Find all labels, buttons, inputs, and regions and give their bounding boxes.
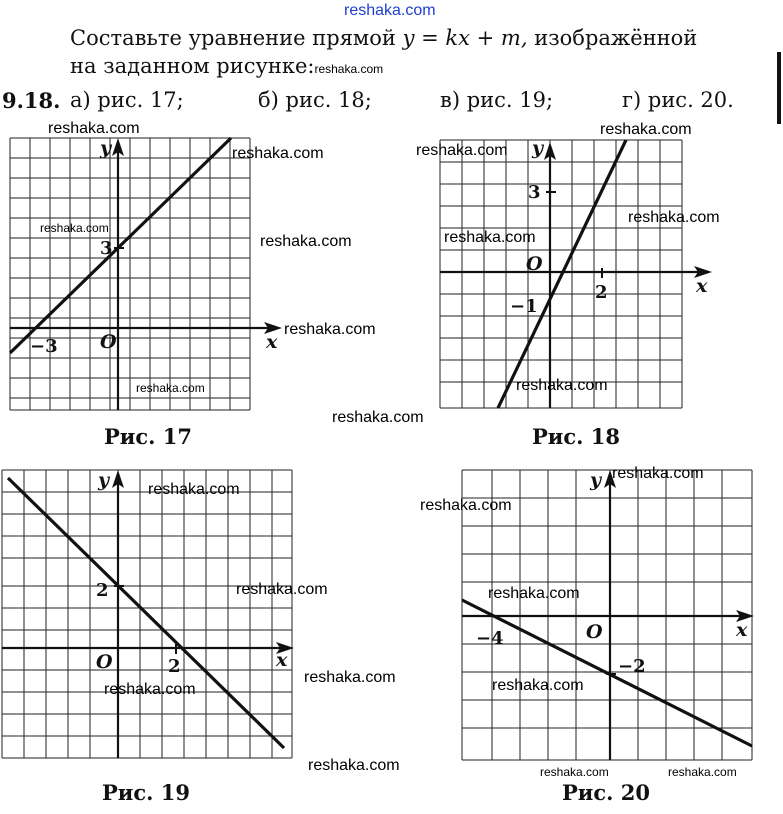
x-label-17: x	[266, 331, 278, 353]
tick-label-20-xm4: −4	[476, 628, 504, 649]
watermark: reshaka.com	[284, 321, 376, 338]
watermark: reshaka.com	[600, 121, 692, 138]
task-text-tail: изображённой	[534, 26, 698, 50]
watermark: reshaka.com	[314, 62, 384, 76]
watermark: reshaka.com	[492, 677, 584, 694]
watermark: reshaka.com	[260, 233, 352, 250]
x-label-20: x	[736, 619, 748, 641]
watermark: reshaka.com	[612, 465, 704, 482]
watermark: reshaka.com	[332, 409, 424, 426]
figure-19	[0, 466, 300, 766]
watermark: reshaka.com	[232, 145, 324, 162]
caption-17: Рис. 17	[104, 424, 192, 449]
graph-line-18	[498, 140, 626, 408]
origin-label-19: O	[96, 651, 113, 673]
y-label-19: y	[98, 469, 110, 491]
tick-label-18-ym1: −1	[510, 296, 538, 317]
tick-label-17-y3: 3	[100, 238, 113, 259]
problem-part-b: б) рис. 18;	[258, 88, 372, 112]
watermark: reshaka.com	[628, 209, 720, 226]
watermark: reshaka.com	[104, 681, 196, 698]
watermark: reshaka.com	[40, 221, 109, 235]
x-label-19: x	[276, 649, 288, 671]
figure-18	[430, 138, 730, 418]
y-label-17: y	[100, 137, 112, 159]
problem-part-d: г) рис. 20.	[622, 88, 734, 112]
x-label-18: x	[696, 275, 708, 297]
problem-part-a: а) рис. 17;	[70, 88, 184, 112]
tick-label-17-xm3: −3	[30, 336, 58, 357]
watermark: reshaka.com	[308, 757, 400, 774]
graph-line-19	[8, 478, 284, 748]
watermark: reshaka.com	[416, 142, 508, 159]
figure-17	[0, 130, 300, 420]
caption-18: Рис. 18	[532, 424, 620, 449]
origin-label-20: O	[586, 621, 603, 643]
origin-label-17: O	[100, 331, 117, 353]
watermark: reshaka.com	[540, 765, 609, 779]
tick-label-18-x2: 2	[595, 282, 608, 303]
problem-number: 9.18.	[2, 88, 61, 113]
caption-20: Рис. 20	[562, 780, 650, 805]
watermark: reshaka.com	[48, 120, 140, 137]
watermark: reshaka.com	[668, 765, 737, 779]
y-label-18: y	[532, 137, 544, 159]
tick-label-19-y2: 2	[96, 580, 109, 601]
tick-label-18-y3: 3	[528, 182, 541, 203]
watermark: reshaka.com	[444, 229, 536, 246]
task-statement	[70, 24, 697, 83]
task-text: Составьте уравнение прямой	[70, 26, 396, 50]
tick-label-19-x2: 2	[168, 656, 181, 677]
task-text-line2: на заданном рисунке:	[70, 54, 315, 78]
caption-19: Рис. 19	[102, 780, 190, 805]
watermark: reshaka.com	[304, 669, 396, 686]
watermark: reshaka.com	[236, 581, 328, 598]
watermark: reshaka.com	[148, 481, 240, 498]
watermark: reshaka.com	[516, 377, 608, 394]
y-label-20: y	[590, 469, 602, 491]
header-watermark: reshaka.com	[344, 2, 436, 19]
graph-line-17	[10, 138, 231, 353]
watermark: reshaka.com	[488, 585, 580, 602]
problem-part-c: в) рис. 19;	[440, 88, 554, 112]
task-formula: y = kx + m,	[402, 26, 528, 50]
tick-label-20-ym2: −2	[618, 656, 646, 677]
watermark: reshaka.com	[420, 497, 512, 514]
grid-17	[10, 138, 250, 410]
origin-label-18: O	[526, 253, 543, 275]
page-edge-bar	[777, 52, 781, 124]
watermark: reshaka.com	[136, 381, 205, 395]
